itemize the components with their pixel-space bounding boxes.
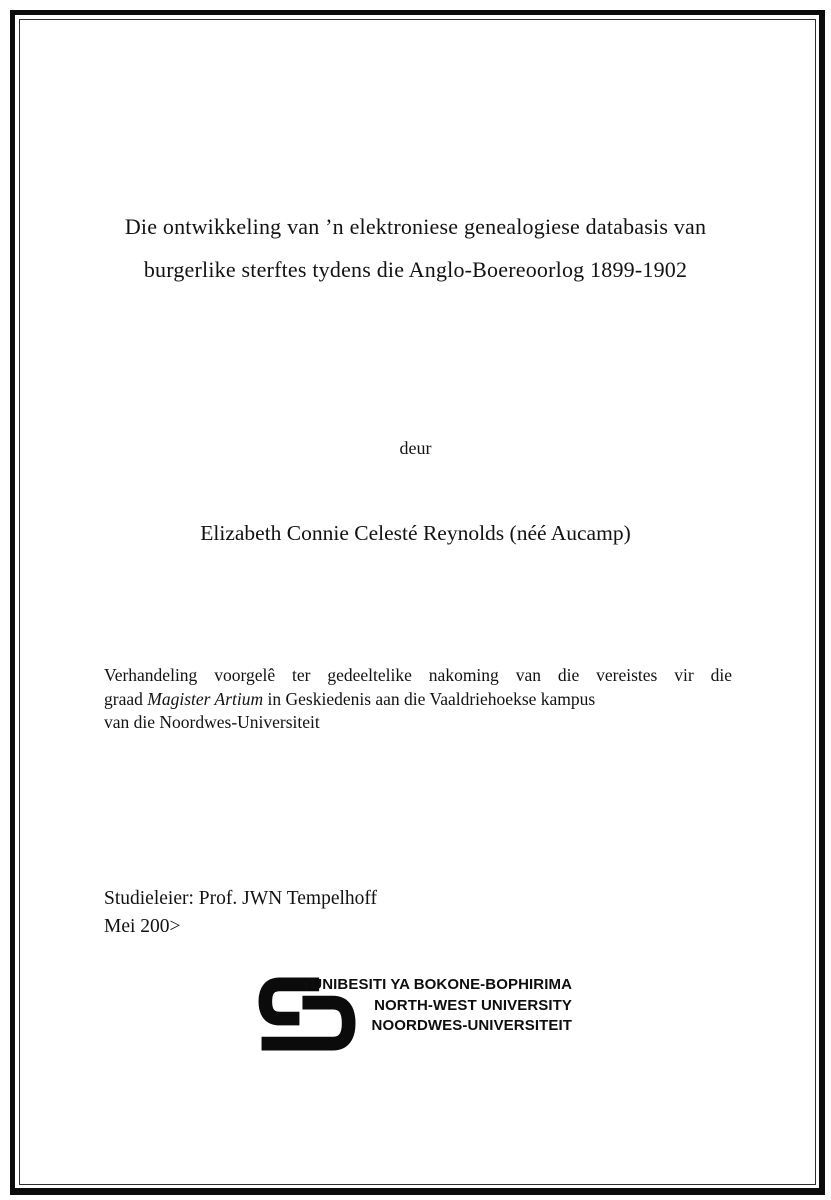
submission-statement-line2-prefix: graad bbox=[104, 688, 148, 709]
byline-deur: deur bbox=[399, 438, 432, 458]
submission-statement-line3: van die Noordwes-Universiteit bbox=[104, 712, 320, 732]
supervisor-line: Studieleier: Prof. JWN Tempelhoff bbox=[104, 888, 378, 909]
nwu-logo-wordmark bbox=[300, 975, 572, 1037]
submission-statement bbox=[104, 664, 732, 735]
thesis-title-line1: Die ontwikkeling van ’n elektroniese genealogiese databasis van bbox=[124, 214, 707, 239]
logo-line-english: NORTH-WEST UNIVERSITY bbox=[374, 996, 572, 1014]
submission-statement-line2 bbox=[104, 688, 732, 712]
logo-line-setswana: YUNIBESITI YA BOKONE-BOPHIRIMA bbox=[301, 976, 572, 993]
submission-statement-line1: Verhandeling voorgelê ter gedeeltelike nakoming van die vereistes vir die bbox=[104, 665, 732, 685]
thesis-title bbox=[60, 205, 771, 291]
author-name: Elizabeth Connie Celesté Reynolds (néé Aucamp) bbox=[200, 521, 631, 545]
thesis-title-line2: burgerlike sterftes tydens die Anglo-Boereoorlog 1899-1902 bbox=[143, 257, 688, 282]
logo-line-afrikaans: NOORDWES-UNIVERSITEIT bbox=[371, 1017, 572, 1034]
submission-statement-line2-suffix: in Geskiedenis aan die Vaaldriehoekse kampus bbox=[263, 688, 596, 709]
degree-name-italic: Magister Artium bbox=[147, 688, 264, 709]
date-line: Mei 200> bbox=[104, 915, 181, 937]
supervisor-block bbox=[104, 885, 377, 940]
